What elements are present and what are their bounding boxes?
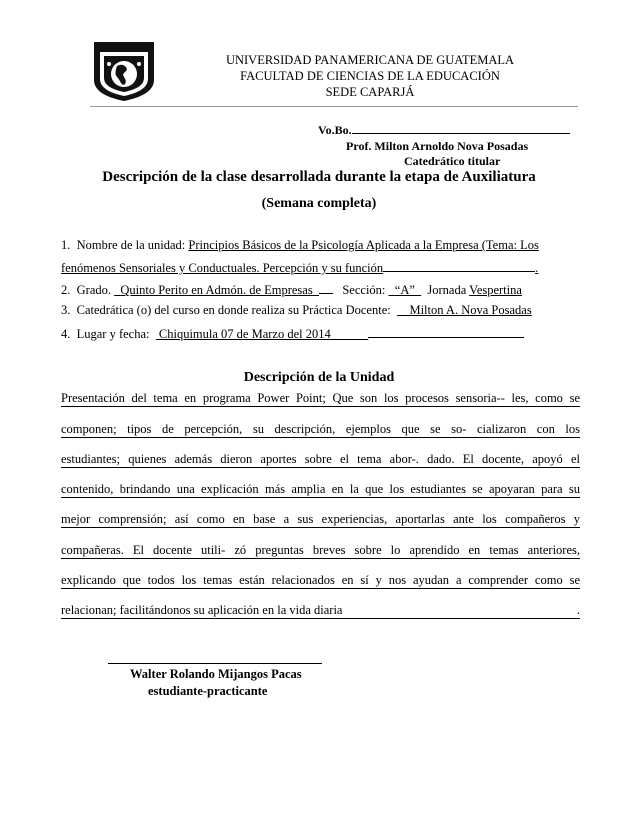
place-date-value [156,327,368,341]
vobo-label: Vo.Bo. [318,123,352,137]
field-end: . [535,261,539,275]
field-label: Grado. [76,283,111,297]
faculty-name: FACULTAD DE CIENCIAS DE LA EDUCACIÓN [240,69,500,83]
unit-line: Presentación del tema en programa Power Point; Que son los procesos sensoria-- les, como se [61,391,580,405]
unit-line: contenido, brindando una explicación más amplia en la que los estudiantes se apoyaran para su [61,482,580,496]
document-title: Descripción de la clase desarrollada durante la etapa de Auxiliatura [102,169,536,185]
unit-line: componen; tipos de percepción, su descripción, ejemplos que se so- cializaron con los [61,422,580,436]
field-value: Principios Básicos de la Psicología Aplicada a la Empresa (Tema: Los [188,238,539,252]
field-label: Catedrática (o) del curso en donde realiza su Práctica Docente: [76,303,391,317]
document-subtitle: (Semana completa) [261,196,377,211]
unit-line: compañeras. El docente utili- zó preguntas breves sobre lo aprendido en temas anteriores, [61,543,580,557]
unit-heading: Descripción de la Unidad [243,370,395,385]
field-value-cont: fenómenos Sensoriales y Conductuales. Percepción y su función [61,261,384,275]
section-value [389,283,422,297]
header-divider [90,106,578,107]
place-date-text: Chiquimula 07 de Marzo del 2014 [158,327,331,341]
field-number: 1. [61,238,71,252]
shift-label: Jornada [427,283,467,297]
campus-name: SEDE CAPARJÁ [325,85,415,99]
field-place-date [61,325,524,342]
signer-name: Walter Rolando Mijangos Pacas [130,667,302,681]
field-teacher [61,303,532,318]
field-number: 2. [61,283,71,297]
section-text: “A” [394,283,415,297]
blank-line [383,259,535,272]
unit-line-text: relacionan; facilitándonos su aplicación en la vida diaria [61,603,343,617]
professor-role: Catedrático titular [404,154,501,168]
unit-line-end: . [576,603,580,617]
unit-line: explicando que todos los temas están relacionados en sí y nos ayudan a comprender como se [61,573,580,587]
teacher-text: Milton A. Nova Posadas [409,303,532,317]
blank-line [319,281,333,294]
field-unit-name-cont [61,259,538,276]
vobo-approval [318,122,570,138]
shift-value: Vespertina [469,283,522,297]
unit-line: mejor comprensión; así como en base a sus experiencias, aportarlas ante los compañeros y [61,512,580,526]
field-number: 3. [61,303,71,317]
section-label: Sección: [342,283,386,297]
field-unit-name [61,238,539,253]
signer-role: estudiante-practicante [148,684,268,698]
blank-line [368,325,524,338]
field-label: Lugar y fecha: [76,327,150,341]
university-name: UNIVERSIDAD PANAMERICANA DE GUATEMALA [225,53,515,67]
teacher-value [397,303,532,317]
field-label: Nombre de la unidad: [76,238,186,252]
unit-line: estudiantes; quienes además dieron aportes sobre el tema abor-. dado. El docente, apoyó el [61,452,580,466]
grade-value [114,283,319,297]
professor-name: Prof. Milton Arnoldo Nova Posadas [346,139,529,153]
signature-line [108,663,322,664]
field-grade [61,281,522,298]
field-number: 4. [61,327,71,341]
unit-line-last [61,603,580,619]
vobo-signature-line [352,122,570,134]
grade-text: Quinto Perito en Admón. de Empresas [120,283,313,297]
university-seal-logo [92,40,156,102]
